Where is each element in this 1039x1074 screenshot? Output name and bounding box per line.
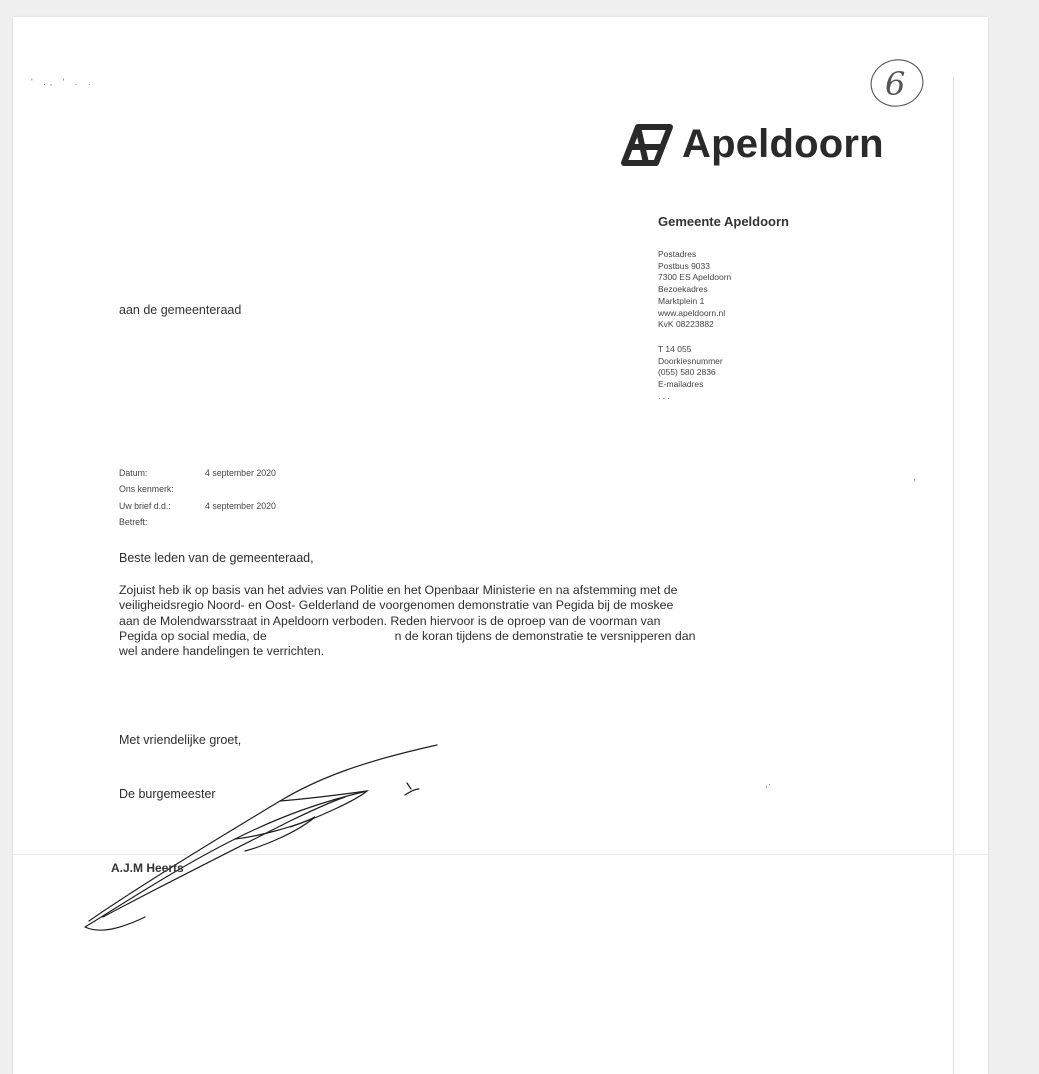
- apeldoorn-logo: [616, 119, 884, 169]
- meta-row: [119, 484, 276, 500]
- body-text-fragment: n de koran tijdens de demonstratie te versnipperen dan: [394, 628, 696, 643]
- scan-specks: ' ., ' . .: [31, 77, 95, 87]
- contact-line: . . .: [658, 390, 670, 401]
- scan-speck: ,: [913, 472, 916, 483]
- address-line: Bezoekadres: [658, 284, 708, 295]
- recipient: aan de gemeenteraad: [119, 303, 242, 317]
- meta-value: 4 september 2020: [205, 468, 276, 478]
- contact-line: E-mailadres: [658, 379, 704, 390]
- meta-row: [119, 517, 276, 533]
- meta-row: [119, 501, 276, 517]
- body-line: veiligheidsregio Noord- en Oost- Gelderland de voorgenomen demonstratie van Pegida bij de moskee: [119, 598, 674, 613]
- scan-edge-line: [953, 77, 954, 1074]
- signer-name: A.J.M Heerts: [111, 861, 184, 875]
- meta-row: [119, 468, 276, 484]
- address-line: Postadres: [658, 249, 697, 259]
- body-line: wel andere handelingen te verrichten.: [119, 644, 325, 659]
- apeldoorn-logo-icon: [616, 119, 678, 169]
- salutation: Beste leden van de gemeenteraad,: [119, 551, 314, 565]
- meta-label: Uw brief d.d.:: [119, 500, 171, 511]
- logo-wordmark: Apeldoorn: [682, 121, 884, 166]
- letter-page: [13, 17, 988, 1074]
- svg-text:6: 6: [885, 65, 906, 103]
- meta-value: 4 september 2020: [205, 500, 276, 511]
- meta-label: Datum:: [119, 468, 148, 478]
- address-line: Postbus 9033: [658, 260, 710, 271]
- address-line: 7300 ES Apeldoorn: [658, 272, 732, 283]
- contact-line: (055) 580 2836: [658, 367, 716, 378]
- contact-line: T 14 055: [658, 343, 692, 354]
- handwritten-page-number: [865, 55, 927, 111]
- body-line: aan de Molendwarsstraat in Apeldoorn verboden. Reden hiervoor is de oproep van de voorman van: [119, 613, 661, 628]
- meta-label: Ons kenmerk:: [119, 484, 174, 495]
- sender-name: Gemeente Apeldoorn: [658, 214, 789, 229]
- letter-meta: [119, 468, 276, 533]
- handwritten-signature: [75, 739, 445, 939]
- address-line: Marktplein 1: [658, 295, 705, 306]
- body-text-fragment: Pegida op social media, de: [119, 628, 267, 643]
- signer-role: De burgemeester: [119, 787, 216, 801]
- letter-body: [119, 583, 839, 659]
- sender-address: [658, 249, 731, 402]
- meta-label: Betreft:: [119, 516, 148, 527]
- body-line: [119, 629, 839, 644]
- scan-speck: ,·: [765, 779, 772, 790]
- website-line: www.apeldoorn.nl: [658, 307, 726, 318]
- body-line: Zojuist heb ik op basis van het advies van Politie en het Openbaar Ministerie en na afstemming met de: [119, 583, 678, 597]
- address-line: KvK 08223882: [658, 319, 714, 330]
- closing: Met vriendelijke groet,: [119, 733, 242, 747]
- contact-line: Doorkiesnummer: [658, 355, 723, 366]
